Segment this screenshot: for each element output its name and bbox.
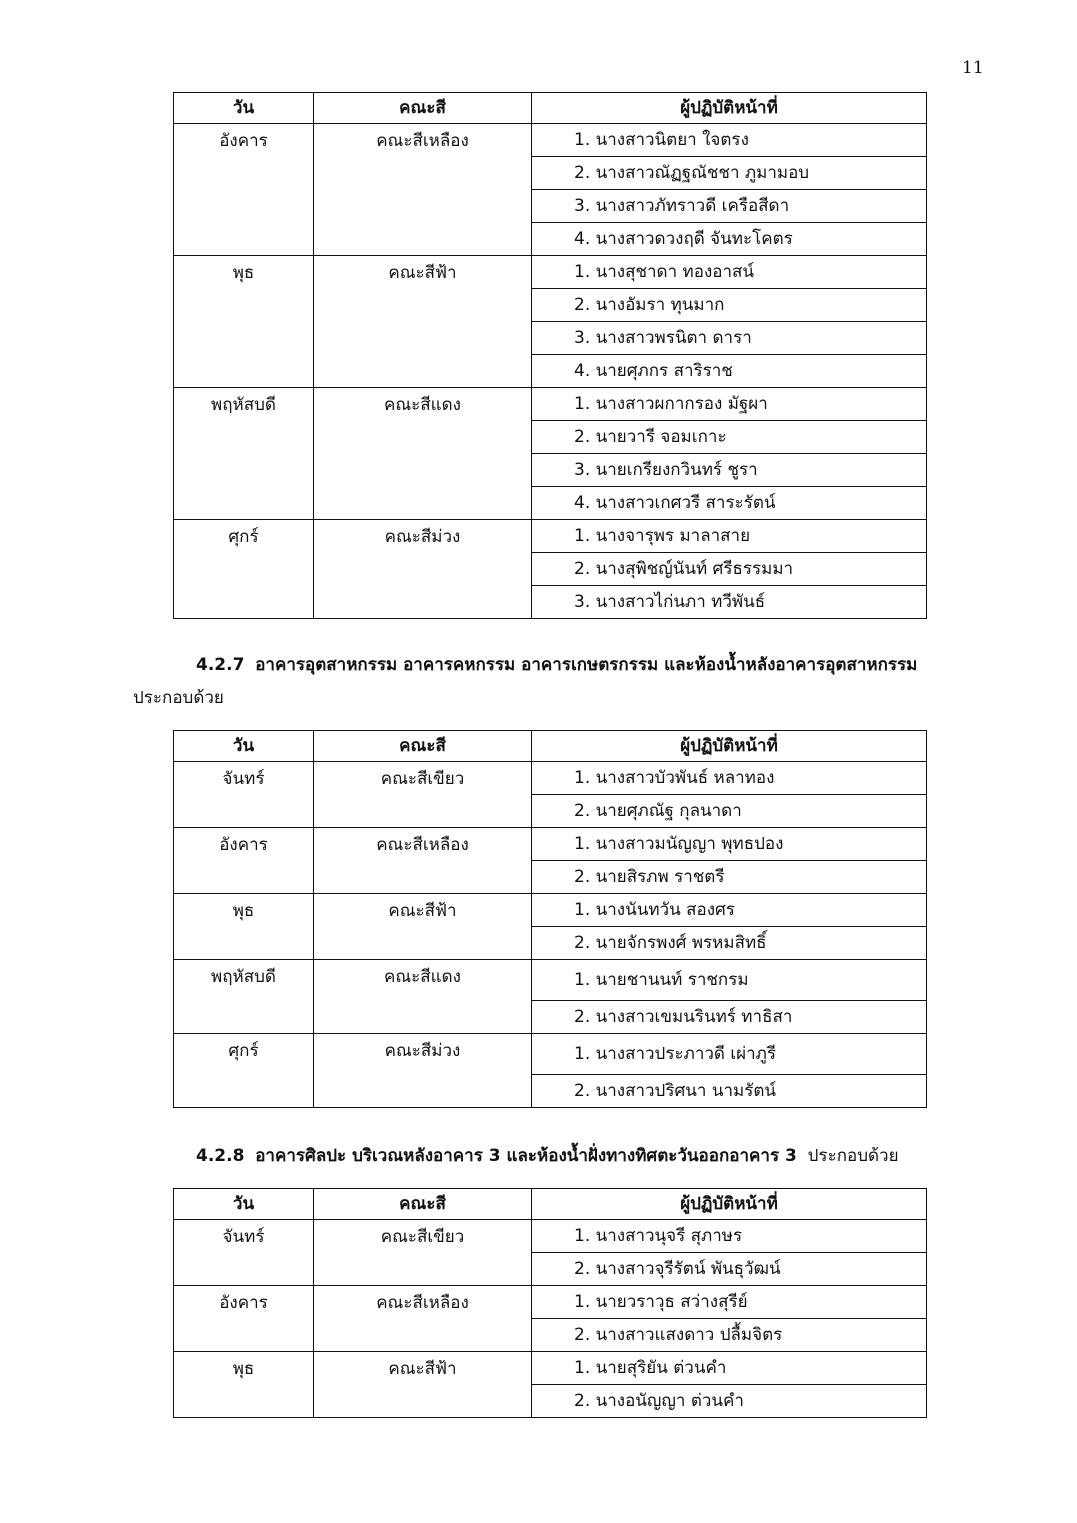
team-cell: คณะสีเขียว (314, 1220, 532, 1286)
section-heading-4-2-8 (196, 1148, 899, 1165)
table-row (174, 388, 927, 421)
day-cell: พุธ (174, 256, 314, 388)
table-row (174, 1034, 927, 1075)
staff-name-cell: 2. นางสาวณัฏฐณัชชา ภูมามอบ (532, 157, 927, 190)
day-cell: อังคาร (174, 828, 314, 894)
page-number: 11 (962, 58, 984, 78)
team-cell: คณะสีม่วง (314, 1034, 532, 1108)
duty-table-1 (173, 92, 927, 619)
staff-name-cell: 1. นางนันทวัน สองศร (532, 894, 927, 927)
header-row (174, 93, 927, 124)
staff-name-cell: 3. นางสาวไก่นภา ทวีพันธ์ (532, 586, 927, 619)
header-row (174, 731, 927, 762)
table-row (174, 124, 927, 157)
staff-name-cell: 1. นางสาวบัวพันธ์ หลาทอง (532, 762, 927, 795)
team-cell: คณะสีแดง (314, 960, 532, 1034)
day-cell: อังคาร (174, 124, 314, 256)
day-cell: ศุกร์ (174, 520, 314, 619)
staff-name-cell: 1. นางสาวนุจรี สุภาษร (532, 1220, 927, 1253)
day-cell: พุธ (174, 894, 314, 960)
staff-name-cell: 2. นางสาวปริศนา นามรัตน์ (532, 1075, 927, 1108)
team-cell: คณะสีม่วง (314, 520, 532, 619)
staff-name-cell: 1. นายชานนท์ ราชกรม (532, 960, 927, 1001)
day-cell: ศุกร์ (174, 1034, 314, 1108)
day-cell: พฤหัสบดี (174, 388, 314, 520)
section-suffix: ประกอบด้วย (807, 1146, 899, 1166)
column-header-duty: ผู้ปฏิบัติหน้าที่ (532, 93, 927, 124)
table-row (174, 1220, 927, 1253)
staff-name-cell: 2. นางสาวจุรีรัตน์ พันธุวัฒน์ (532, 1253, 927, 1286)
table-header (174, 93, 927, 124)
staff-name-cell: 1. นางสาวผกากรอง มัฐผา (532, 388, 927, 421)
staff-name-cell: 3. นางสาวภัทราวดี เครือสีดา (532, 190, 927, 223)
team-cell: คณะสีฟ้า (314, 256, 532, 388)
team-cell: คณะสีฟ้า (314, 894, 532, 960)
table-row (174, 960, 927, 1001)
day-cell: อังคาร (174, 1286, 314, 1352)
staff-name-cell: 1. นางสาวประภาวดี เผ่าภูรี (532, 1034, 927, 1075)
staff-name-cell: 4. นายศุภกร สาริราช (532, 355, 927, 388)
column-header-day: วัน (174, 93, 314, 124)
section-number: 4.2.7 (196, 655, 245, 675)
staff-name-cell: 2. นางสาวแสงดาว ปลื้มจิตร (532, 1319, 927, 1352)
table-row (174, 828, 927, 861)
staff-name-cell: 1. นายสุริยัน ต่วนคำ (532, 1352, 927, 1385)
team-cell: คณะสีแดง (314, 388, 532, 520)
team-cell: คณะสีเหลือง (314, 124, 532, 256)
team-cell: คณะสีฟ้า (314, 1352, 532, 1418)
staff-name-cell: 3. นายเกรียงกวินทร์ ชูรา (532, 454, 927, 487)
duty-table-3 (173, 1188, 927, 1418)
staff-name-cell: 1. นางสาวมนัญญา พุทธปอง (532, 828, 927, 861)
staff-name-cell: 1. นางสุชาดา ทองอาสน์ (532, 256, 927, 289)
table-row (174, 256, 927, 289)
table-row (174, 894, 927, 927)
team-cell: คณะสีเขียว (314, 762, 532, 828)
day-cell: จันทร์ (174, 1220, 314, 1286)
staff-name-cell: 2. นางอัมรา ทุนมาก (532, 289, 927, 322)
staff-name-cell: 1. นายวราวุธ สว่างสุรีย์ (532, 1286, 927, 1319)
day-cell: พุธ (174, 1352, 314, 1418)
table-header (174, 1189, 927, 1220)
table-row (174, 1286, 927, 1319)
header-row (174, 1189, 927, 1220)
column-header-day: วัน (174, 731, 314, 762)
column-header-team: คณะสี (314, 1189, 532, 1220)
staff-name-cell: 2. นายศุภณัฐ กุลนาดา (532, 795, 927, 828)
staff-name-cell: 1. นางสาวนิตยา ใจตรง (532, 124, 927, 157)
column-header-duty: ผู้ปฏิบัติหน้าที่ (532, 1189, 927, 1220)
staff-name-cell: 4. นางสาวดวงฤดี จันทะโคตร (532, 223, 927, 256)
table-row (174, 1352, 927, 1385)
staff-name-cell: 3. นางสาวพรนิตา ดารา (532, 322, 927, 355)
team-cell: คณะสีเหลือง (314, 828, 532, 894)
duty-table-2 (173, 730, 927, 1108)
staff-name-cell: 2. นายจักรพงศ์ พรหมสิทธิ์ (532, 927, 927, 960)
table-row (174, 762, 927, 795)
section-number: 4.2.8 (196, 1146, 245, 1166)
team-cell: คณะสีเหลือง (314, 1286, 532, 1352)
staff-name-cell: 2. นางสุพิชญ์นันท์ ศรีธรรมมา (532, 553, 927, 586)
column-header-duty: ผู้ปฏิบัติหน้าที่ (532, 731, 927, 762)
staff-name-cell: 1. นางจารุพร มาลาสาย (532, 520, 927, 553)
staff-name-cell: 2. นายสิรภพ ราชตรี (532, 861, 927, 894)
table-header (174, 731, 927, 762)
staff-name-cell: 4. นางสาวเกศวรี สาระรัตน์ (532, 487, 927, 520)
table-row (174, 520, 927, 553)
section-heading-4-2-7-suffix: ประกอบด้วย (133, 688, 224, 708)
section-heading-4-2-7 (196, 657, 917, 674)
column-header-team: คณะสี (314, 93, 532, 124)
staff-name-cell: 2. นางสาวเขมนรินทร์ ทาธิสา (532, 1001, 927, 1034)
day-cell: พฤหัสบดี (174, 960, 314, 1034)
section-title: อาคารศิลปะ บริเวณหลังอาคาร 3 และห้องน้ำฝั่งทางทิศตะวันออกอาคาร 3 (255, 1146, 797, 1166)
day-cell: จันทร์ (174, 762, 314, 828)
column-header-day: วัน (174, 1189, 314, 1220)
staff-name-cell: 2. นายวารี จอมเกาะ (532, 421, 927, 454)
staff-name-cell: 2. นางอนัญญา ต่วนคำ (532, 1385, 927, 1418)
column-header-team: คณะสี (314, 731, 532, 762)
section-title: อาคารอุตสาหกรรม อาคารคหกรรม อาคารเกษตรกรรม และห้องน้ำหลังอาคารอุตสาหกรรม (255, 655, 918, 675)
